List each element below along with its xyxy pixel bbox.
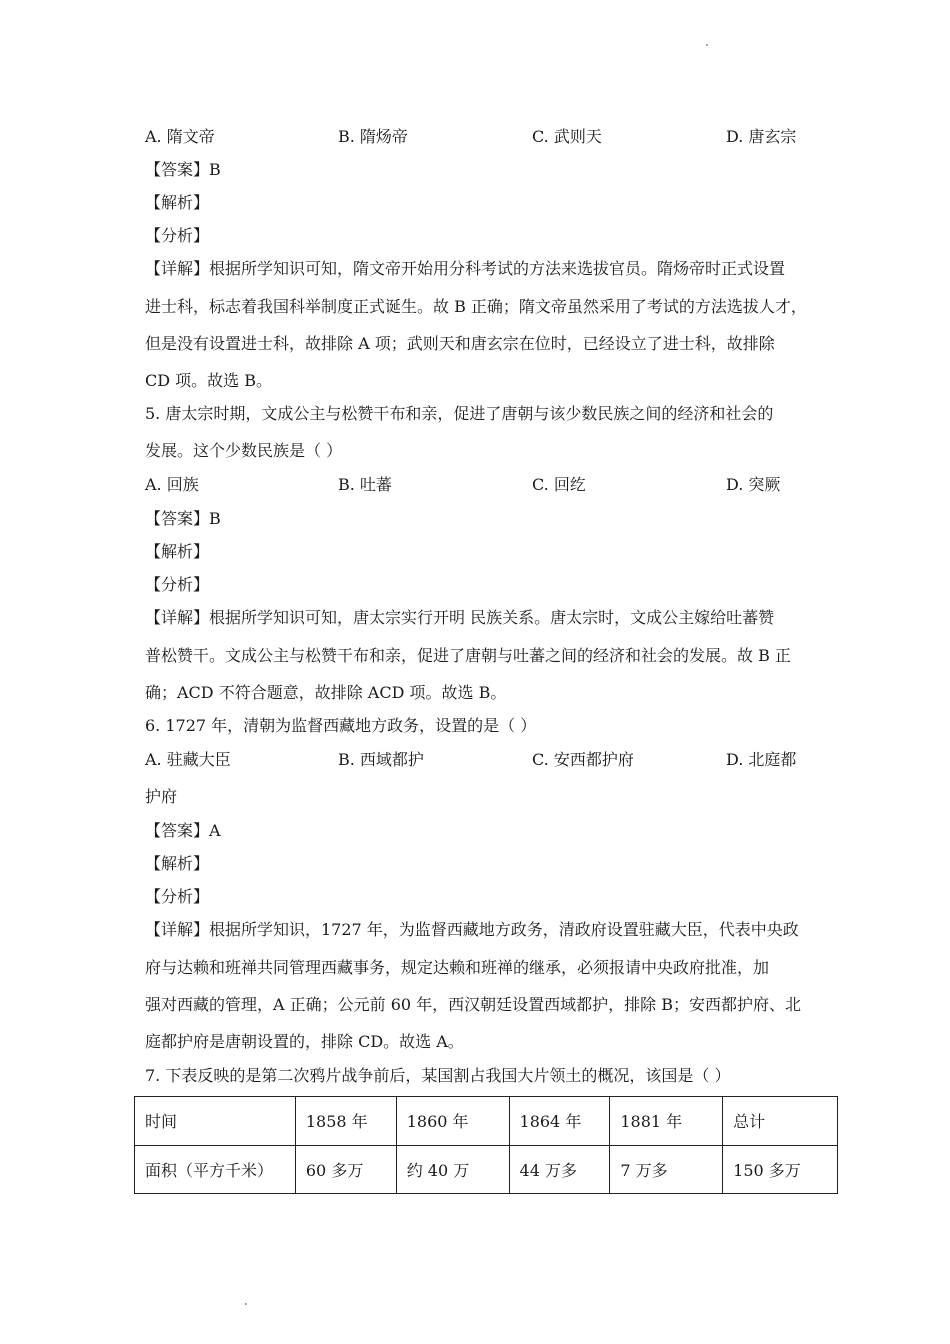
q6-stem: 6. 1727 年，清朝为监督西藏地方政务，设置的是（ ） <box>145 716 537 735</box>
q5-detail-line: 普松赞干。文成公主与松赞干布和亲，促进了唐朝与吐蕃之间的经济和社会的发展。故 B 正 <box>145 646 791 665</box>
table-header-cell: 1860 年 <box>396 1097 509 1146</box>
q6-option-b: B. 西域都护 <box>338 750 424 769</box>
q6-option-d: D. 北庭都 <box>726 750 797 769</box>
table-cell: 150 多万 <box>723 1145 838 1194</box>
table-header-cell: 1864 年 <box>509 1097 610 1146</box>
q5-stem-line: 发展。这个少数民族是（ ） <box>145 441 343 460</box>
q4-option-a: A. 隋文帝 <box>145 127 215 146</box>
q4-option-c: C. 武则天 <box>532 127 602 146</box>
q4-option-d: D. 唐玄宗 <box>726 127 797 146</box>
q4-answer: 【答案】B <box>145 160 221 179</box>
table-cell: 约 40 万 <box>396 1145 509 1194</box>
q4-detail-line: 但是没有设置进士科，故排除 A 项；武则天和唐玄宗在位时，已经设立了进士科，故排除 <box>145 334 775 353</box>
q5-stem-line: 5. 唐太宗时期，文成公主与松赞干布和亲，促进了唐朝与该少数民族之间的经济和社会的 <box>145 404 774 423</box>
q6-option-a: A. 驻藏大臣 <box>145 750 231 769</box>
q5-option-c: C. 回纥 <box>532 475 586 494</box>
q5-detail-line: 【详解】根据所学知识可知，唐太宗实行开明 民族关系。唐太宗时，文成公主嫁给吐蕃赞 <box>145 608 775 627</box>
q6-detail-line: 府与达赖和班禅共同管理西藏事务，规定达赖和班禅的继承，必须报请中央政府批准，加 <box>145 958 770 977</box>
q6-detail-line: 【详解】根据所学知识，1727 年，为监督西藏地方政务，清政府设置驻藏大臣，代表中央政 <box>145 920 799 939</box>
q5-option-b: B. 吐蕃 <box>338 475 392 494</box>
table-header-cell: 1858 年 <box>295 1097 396 1146</box>
q5-fenxi: 【分析】 <box>145 575 210 594</box>
q4-option-b: B. 隋炀帝 <box>338 127 408 146</box>
q5-option-d: D. 突厥 <box>726 475 781 494</box>
table-row <box>135 1097 838 1146</box>
q6-detail-line: 庭都护府是唐朝设置的，排除 CD。故选 A。 <box>145 1032 464 1051</box>
table-cell: 44 万多 <box>509 1145 610 1194</box>
q5-detail-line: 确；ACD 不符合题意，故排除 ACD 项。故选 B。 <box>145 683 507 702</box>
q7-stem: 7. 下表反映的是第二次鸦片战争前后，某国割占我国大片领土的概况，该国是（ ） <box>145 1066 731 1085</box>
q5-jiexi: 【解析】 <box>145 542 210 561</box>
q4-detail-line: 进士科，标志着我国科举制度正式诞生。故 B 正确；隋文帝虽然采用了考试的方法选拔人才， <box>145 297 807 316</box>
q4-fenxi: 【分析】 <box>145 226 210 245</box>
q5-answer: 【答案】B <box>145 509 221 528</box>
q4-jiexi: 【解析】 <box>145 193 210 212</box>
q6-detail-line: 强对西藏的管理，A 正确；公元前 60 年，西汉朝廷设置西域都护，排除 B；安西都护府、北 <box>145 995 802 1014</box>
table-header-cell: 时间 <box>135 1097 296 1146</box>
q6-option-c: C. 安西都护府 <box>532 750 634 769</box>
q5-option-a: A. 回族 <box>145 475 199 494</box>
q4-detail-line: CD 项。故选 B。 <box>145 371 273 390</box>
table-header-cell: 1881 年 <box>610 1097 723 1146</box>
page-mark <box>245 1303 247 1305</box>
q6-jiexi: 【解析】 <box>145 854 210 873</box>
table-header-cell: 总计 <box>723 1097 838 1146</box>
table-cell: 面积（平方千米） <box>135 1145 296 1194</box>
q4-detail-line: 【详解】根据所学知识可知，隋文帝开始用分科考试的方法来选拔官员。隋炀帝时正式设置 <box>145 259 786 278</box>
table-row <box>135 1145 838 1194</box>
page-mark <box>706 44 708 46</box>
table-cell: 7 万多 <box>610 1145 723 1194</box>
territory-table <box>134 1096 838 1194</box>
q6-option-d-wrap: 护府 <box>145 787 178 806</box>
table-cell: 60 多万 <box>295 1145 396 1194</box>
q6-answer: 【答案】A <box>145 821 221 840</box>
q6-fenxi: 【分析】 <box>145 887 210 906</box>
